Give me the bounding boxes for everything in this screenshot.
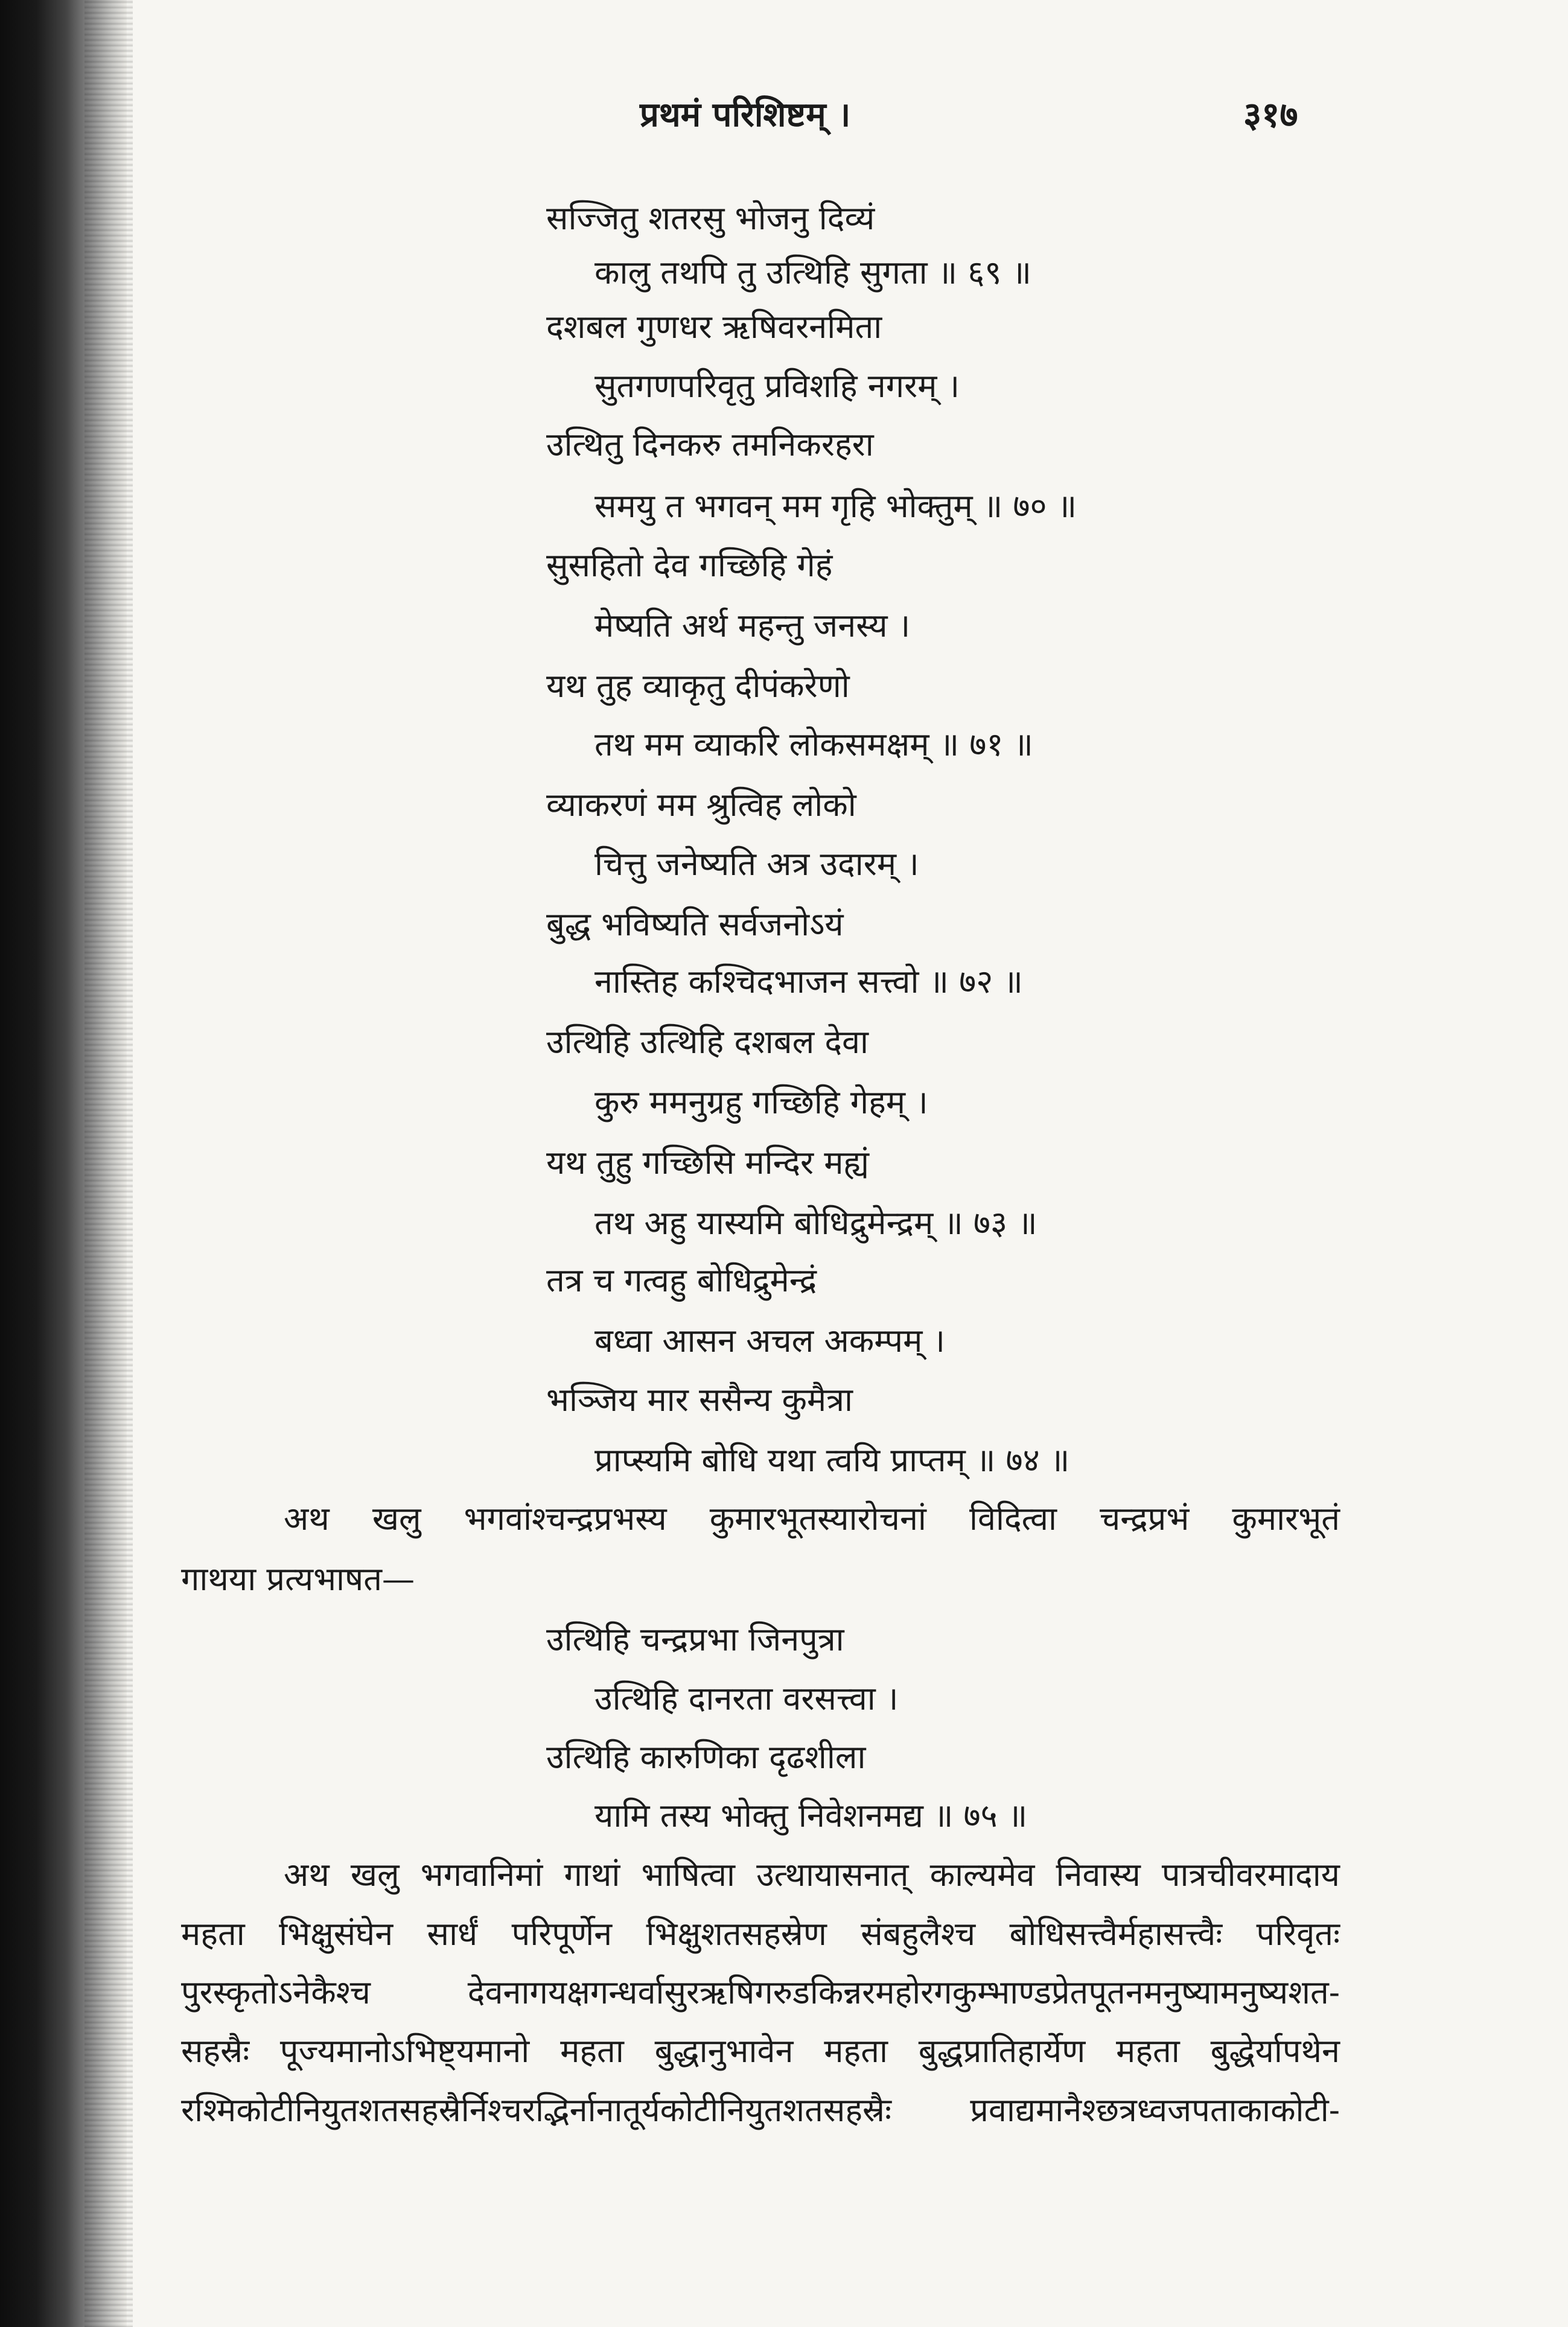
verse-line: कालु तथपि तु उत्थिहि सुगता ॥ ६९ ॥: [594, 253, 1031, 291]
verse-line: तत्र च गत्वहु बोधिद्रुमेन्द्रं: [546, 1261, 817, 1299]
verse-line: उत्थितु दिनकरु तमनिकरहरा: [546, 425, 874, 463]
verse-line: उत्थिहि उत्थिहि दशबल देवा: [546, 1023, 869, 1061]
page-number: ३१७: [1243, 94, 1298, 135]
verse-line: उत्थिहि दानरता वरसत्त्वा ।: [594, 1679, 899, 1717]
verse-line: बुद्ध भविष्यति सर्वजनोऽयं: [546, 905, 844, 943]
verse-line: भञ्जिय मार ससैन्य कुमैत्रा: [546, 1381, 853, 1419]
verse-line: समयु त भगवन् मम गृहि भोक्तुम् ॥ ७० ॥: [594, 487, 1077, 525]
verse-line: व्याकरणं मम श्रुत्विह लोको: [546, 786, 856, 824]
verse-line: उत्थिहि कारुणिका दृढशीला: [546, 1738, 866, 1776]
verse-line: बध्वा आसन अचल अकम्पम् ।: [594, 1322, 946, 1360]
verse-line: चित्तु जनेष्यति अत्र उदारम् ।: [594, 845, 919, 883]
running-header-title: प्रथमं परिशिष्टम् ।: [640, 95, 851, 135]
spine-speckle: [84, 0, 133, 2327]
prose-line: रश्मिकोटीनियुतशतसहस्रैर्निश्चरद्भिर्नानातूर्यकोटीनियुतशतसहस्रैः प्रवाद्यमानैश्छत्रध्वजपताकाकोटी-: [181, 2091, 1340, 2129]
verse-line: प्राप्स्यमि बोधि यथा त्वयि प्राप्तम् ॥ ७४ ॥: [594, 1441, 1070, 1479]
verse-line: यथ तुह व्याकृतु दीपंकरेणो: [546, 667, 850, 705]
verse-line: उत्थिहि चन्द्रप्रभा जिनपुत्रा: [546, 1620, 844, 1658]
verse-line: तथ अहु यास्यमि बोधिद्रुमेन्द्रम् ॥ ७३ ॥: [594, 1204, 1037, 1242]
verse-line: सुसहितो देव गच्छिहि गेहं: [546, 546, 833, 584]
verse-line: दशबल गुणधर ऋषिवरनमिता: [546, 308, 882, 346]
verse-line: मेष्यति अर्थ महन्तु जनस्य ।: [594, 606, 911, 645]
prose-line: पुरस्कृतोऽनेकैश्च देवनागयक्षगन्धर्वासुरऋषिगरुडकिन्नरमहोरगकुम्भाण्डप्रेतपूतनमनुष्यामनुष्यशत-: [181, 1973, 1340, 2011]
prose-line: महता भिक्षुसंघेन सार्धं परिपूर्णेन भिक्षुशतसहस्रेण संबहुलैश्च बोधिसत्त्वैर्महासत्त्वैः परिवृतः: [181, 1915, 1340, 1953]
verse-line: सज्जितु शतरसु भोजनु दिव्यं: [546, 199, 875, 237]
verse-line: नास्तिह कश्चिदभाजन सत्त्वो ॥ ७२ ॥: [594, 963, 1023, 1001]
verse-line: तथ मम व्याकरि लोकसमक्षम् ॥ ७१ ॥: [594, 725, 1033, 763]
prose-line: अथ खलु भगवांश्चन्द्रप्रभस्य कुमारभूतस्यारोचनां विदित्वा चन्द्रप्रभं कुमारभूतं: [284, 1500, 1340, 1538]
prose-line: गाथया प्रत्यभाषत—: [181, 1560, 415, 1598]
verse-line: कुरु ममनुग्रहु गच्छिहि गेहम् ।: [594, 1083, 928, 1121]
prose-line: सहस्रैः पूज्यमानोऽभिष्ट्यमानो महता बुद्धानुभावेन महता बुद्धप्रातिहार्येण महता बुद्धेर्यापथेन: [181, 2032, 1340, 2070]
prose-line: अथ खलु भगवानिमां गाथां भाषित्वा उत्थायासनात् काल्यमेव निवास्य पात्रचीवरमादाय: [284, 1856, 1340, 1894]
verse-line: यामि तस्य भोक्तु निवेशनमद्य ॥ ७५ ॥: [594, 1797, 1028, 1835]
verse-line: सुतगणपरिवृतु प्रविशहि नगरम् ।: [594, 367, 960, 405]
verse-line: यथ तुहु गच्छिसि मन्दिर मह्यं: [546, 1144, 870, 1182]
